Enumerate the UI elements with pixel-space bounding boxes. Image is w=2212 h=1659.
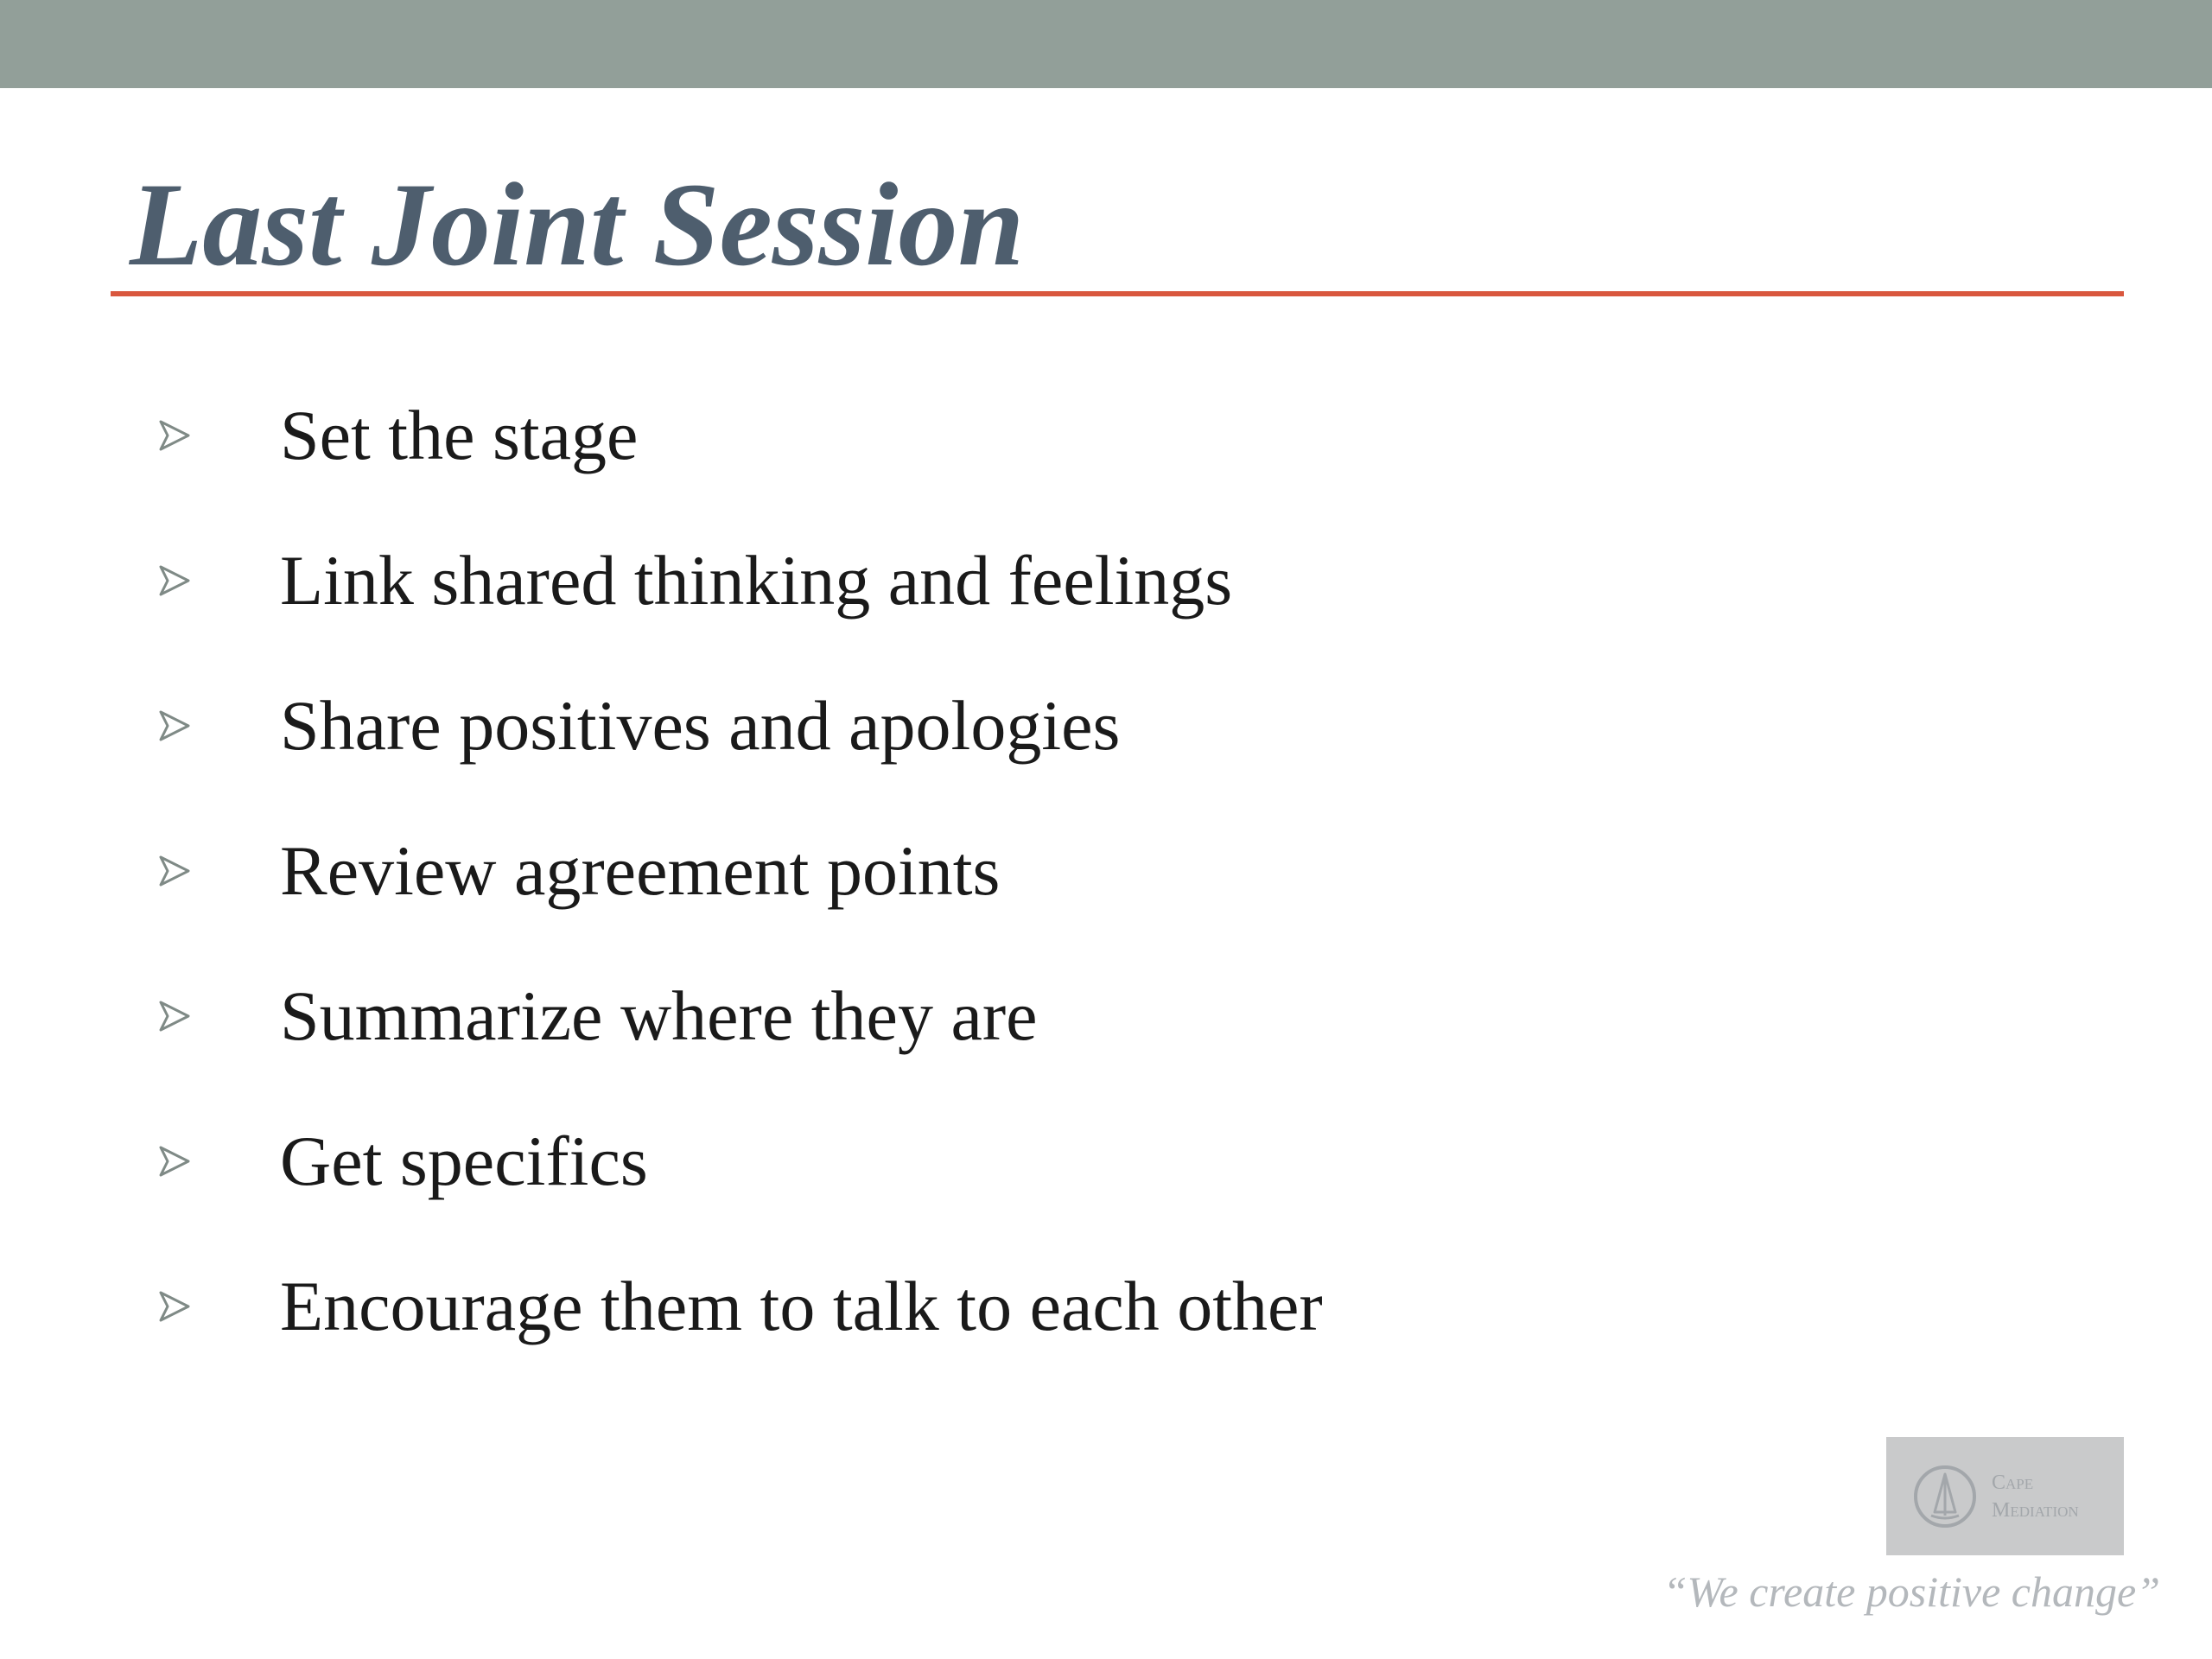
bullet-item <box>156 653 1323 798</box>
arrowhead-bullet-icon <box>156 562 194 600</box>
bullet-text: Review agreement points <box>280 831 1001 910</box>
bullet-text: Set the stage <box>280 396 639 474</box>
arrowhead-bullet-icon <box>156 416 194 454</box>
bullet-text: Summarize where they are <box>280 976 1038 1055</box>
logo-wordmark <box>1992 1469 2079 1524</box>
bullet-item <box>156 1234 1323 1379</box>
arrowhead-bullet-icon <box>156 1142 194 1180</box>
arrowhead-bullet-icon <box>156 997 194 1035</box>
bullet-text: Link shared thinking and feelings <box>280 541 1233 620</box>
bullet-text: Share positives and apologies <box>280 686 1121 765</box>
company-logo <box>1886 1437 2124 1555</box>
top-banner <box>0 0 2212 88</box>
sailboat-emblem-icon <box>1910 1462 1980 1531</box>
bullet-item <box>156 944 1323 1089</box>
bullet-text: Encourage them to talk to each other <box>280 1267 1323 1345</box>
arrowhead-bullet-icon <box>156 707 194 745</box>
bullet-item <box>156 798 1323 944</box>
arrowhead-bullet-icon <box>156 1287 194 1325</box>
logo-line-1: Cape <box>1992 1471 2034 1494</box>
title-underline <box>111 291 2124 296</box>
arrowhead-bullet-icon <box>156 852 194 890</box>
bullet-text: Get specifics <box>280 1122 648 1200</box>
bullet-item <box>156 363 1323 508</box>
slide-title: Last Joint Session <box>130 158 1025 290</box>
logo-line-2: Mediation <box>1992 1498 2079 1522</box>
bullet-item <box>156 508 1323 653</box>
tagline: “We create positive change” <box>1662 1567 2160 1616</box>
bullet-item <box>156 1089 1323 1234</box>
bullet-list <box>156 363 1323 1379</box>
